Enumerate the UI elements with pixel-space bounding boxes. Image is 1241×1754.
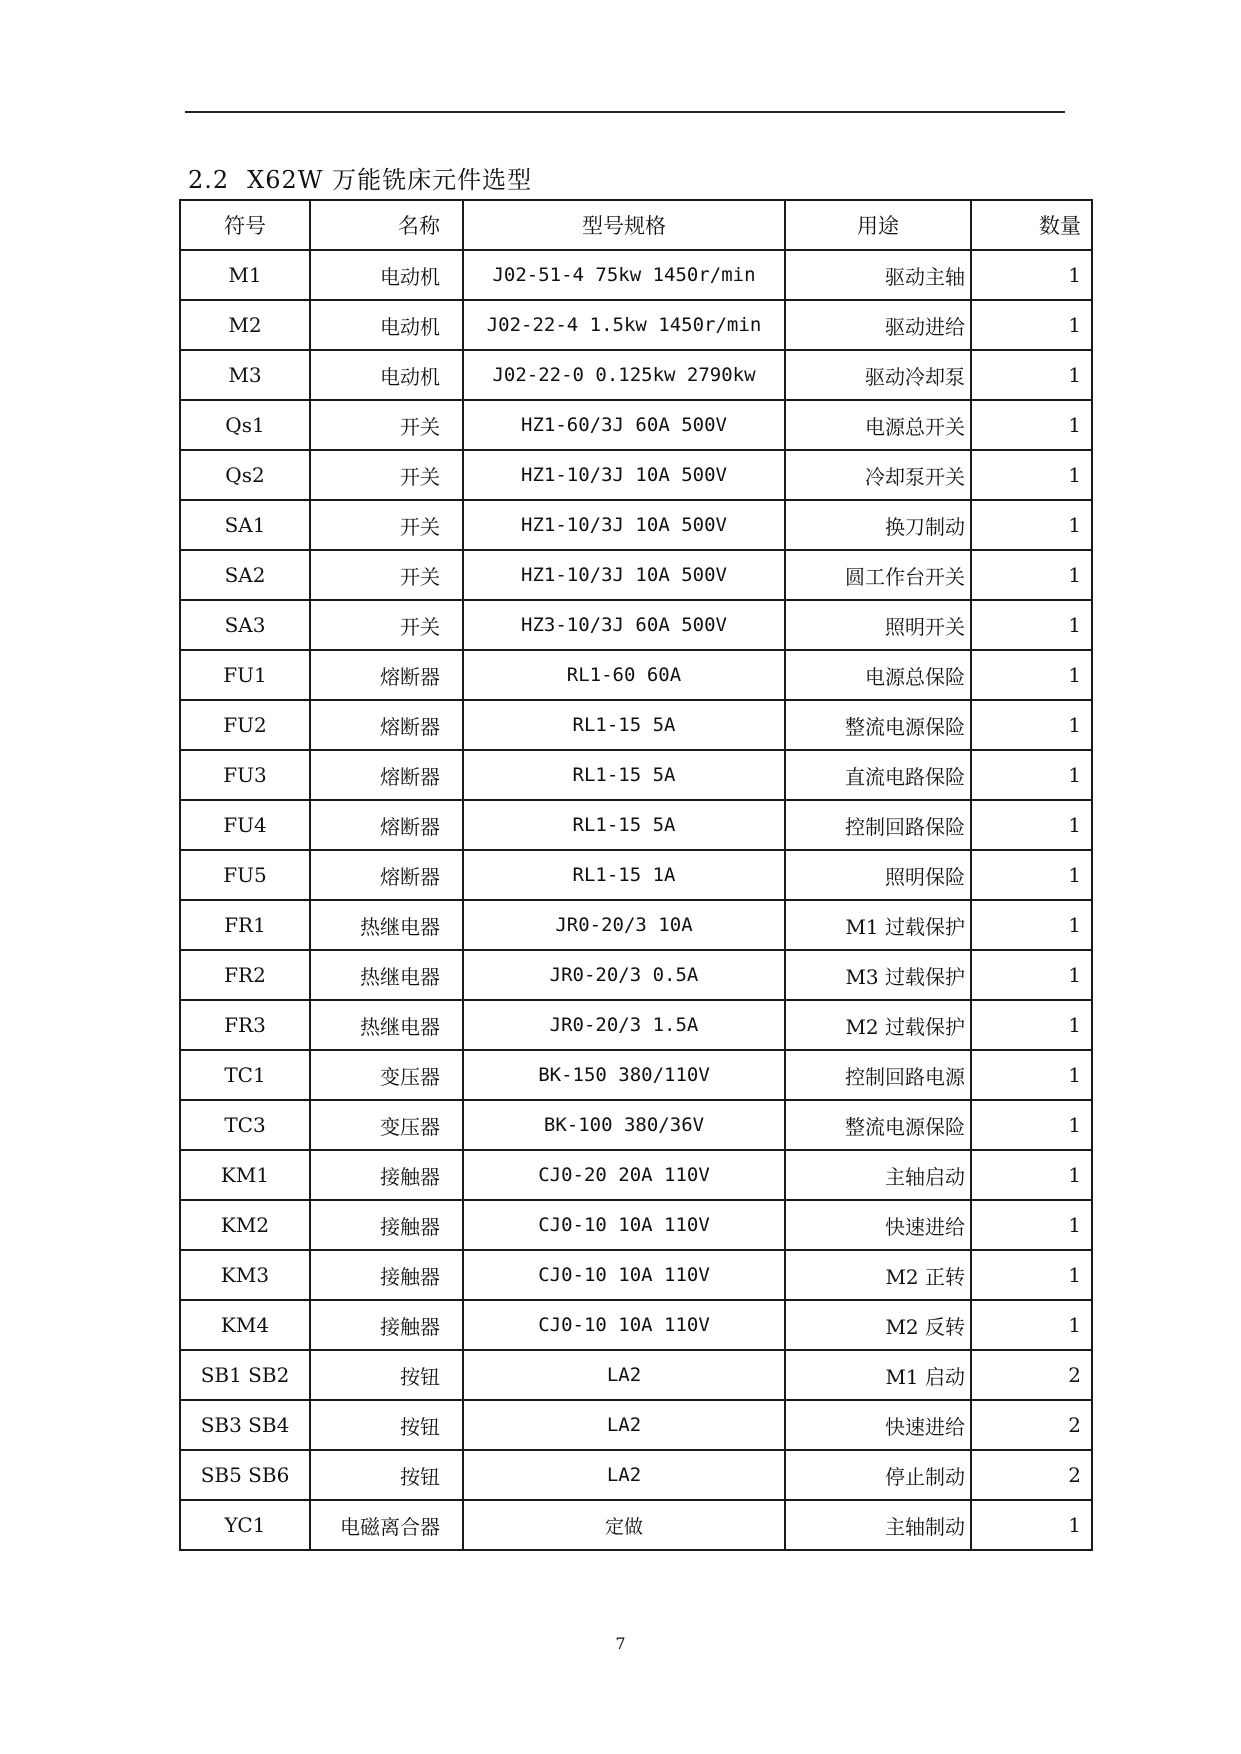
cell-model-spec: J02-22-4 1.5kw 1450r/min (463, 300, 785, 350)
section-title-text: X62W 万能铣床元件选型 (247, 166, 533, 194)
cell-purpose: 驱动主轴 (785, 250, 971, 300)
header-rule (185, 111, 1065, 113)
cell-symbol: FU2 (180, 700, 310, 750)
cell-quantity: 1 (971, 400, 1092, 450)
cell-symbol: SA3 (180, 600, 310, 650)
cell-quantity: 1 (971, 1200, 1092, 1250)
table-row (180, 450, 1092, 500)
cell-purpose: 驱动冷却泵 (785, 350, 971, 400)
cell-quantity: 1 (971, 450, 1092, 500)
cell-quantity: 2 (971, 1450, 1092, 1500)
cell-purpose: 驱动进给 (785, 300, 971, 350)
table-row (180, 600, 1092, 650)
cell-quantity: 1 (971, 850, 1092, 900)
table-row (180, 1200, 1092, 1250)
cell-name: 接触器 (310, 1150, 463, 1200)
table-row (180, 350, 1092, 400)
cell-name: 接触器 (310, 1250, 463, 1300)
cell-symbol: YC1 (180, 1500, 310, 1550)
cell-symbol: TC1 (180, 1050, 310, 1100)
table-row (180, 250, 1092, 300)
cell-name: 开关 (310, 400, 463, 450)
cell-name: 接触器 (310, 1300, 463, 1350)
table-row (180, 1150, 1092, 1200)
cell-model-spec: HZ1-10/3J 10A 500V (463, 500, 785, 550)
cell-quantity: 1 (971, 1250, 1092, 1300)
cell-model-spec: HZ1-10/3J 10A 500V (463, 450, 785, 500)
cell-symbol: Qs1 (180, 400, 310, 450)
cell-symbol: SA2 (180, 550, 310, 600)
cell-purpose: 控制回路保险 (785, 800, 971, 850)
header-model-spec: 型号规格 (463, 200, 785, 250)
cell-name: 按钮 (310, 1400, 463, 1450)
cell-quantity: 1 (971, 950, 1092, 1000)
cell-quantity: 2 (971, 1350, 1092, 1400)
cell-quantity: 1 (971, 550, 1092, 600)
cell-model-spec: BK-150 380/110V (463, 1050, 785, 1100)
cell-name: 电动机 (310, 350, 463, 400)
cell-name: 热继电器 (310, 1000, 463, 1050)
cell-model-spec: CJ0-10 10A 110V (463, 1200, 785, 1250)
cell-name: 开关 (310, 450, 463, 500)
cell-model-spec: JR0-20/3 10A (463, 900, 785, 950)
page-number: 7 (615, 1634, 626, 1653)
cell-symbol: FU3 (180, 750, 310, 800)
cell-quantity: 1 (971, 250, 1092, 300)
table-row (180, 1450, 1092, 1500)
cell-model-spec: RL1-15 1A (463, 850, 785, 900)
cell-quantity: 2 (971, 1400, 1092, 1450)
section-number: 2.2 (188, 166, 230, 194)
table-row (180, 1100, 1092, 1150)
cell-purpose: 照明开关 (785, 600, 971, 650)
cell-purpose: M3 过载保护 (785, 950, 971, 1000)
table-row (180, 800, 1092, 850)
cell-model-spec: BK-100 380/36V (463, 1100, 785, 1150)
cell-purpose: 停止制动 (785, 1450, 971, 1500)
cell-purpose: 整流电源保险 (785, 700, 971, 750)
cell-symbol: KM1 (180, 1150, 310, 1200)
cell-name: 电动机 (310, 300, 463, 350)
cell-model-spec: HZ1-60/3J 60A 500V (463, 400, 785, 450)
table-row (180, 950, 1092, 1000)
cell-quantity: 1 (971, 350, 1092, 400)
cell-symbol: TC3 (180, 1100, 310, 1150)
table-row (180, 1400, 1092, 1450)
cell-symbol: SA1 (180, 500, 310, 550)
cell-name: 熔断器 (310, 850, 463, 900)
cell-purpose: 主轴制动 (785, 1500, 971, 1550)
cell-purpose: 快速进给 (785, 1200, 971, 1250)
table-row (180, 400, 1092, 450)
table-row (180, 1350, 1092, 1400)
cell-model-spec: LA2 (463, 1350, 785, 1400)
cell-purpose: 圆工作台开关 (785, 550, 971, 600)
table-row (180, 700, 1092, 750)
header-name: 名称 (310, 200, 463, 250)
cell-quantity: 1 (971, 1000, 1092, 1050)
cell-name: 热继电器 (310, 900, 463, 950)
cell-symbol: M3 (180, 350, 310, 400)
table-row (180, 1250, 1092, 1300)
table-body (180, 250, 1092, 1550)
cell-purpose: 照明保险 (785, 850, 971, 900)
component-selection-table (179, 199, 1093, 1551)
cell-symbol: KM4 (180, 1300, 310, 1350)
cell-purpose: 控制回路电源 (785, 1050, 971, 1100)
cell-quantity: 1 (971, 600, 1092, 650)
cell-quantity: 1 (971, 900, 1092, 950)
cell-name: 熔断器 (310, 800, 463, 850)
cell-name: 熔断器 (310, 750, 463, 800)
cell-purpose: 直流电路保险 (785, 750, 971, 800)
cell-name: 开关 (310, 500, 463, 550)
cell-quantity: 1 (971, 300, 1092, 350)
cell-purpose: M1 启动 (785, 1350, 971, 1400)
cell-model-spec: 定做 (463, 1500, 785, 1550)
table-row (180, 650, 1092, 700)
table-row (180, 1000, 1092, 1050)
cell-quantity: 1 (971, 700, 1092, 750)
cell-quantity: 1 (971, 1150, 1092, 1200)
cell-symbol: M2 (180, 300, 310, 350)
cell-model-spec: J02-51-4 75kw 1450r/min (463, 250, 785, 300)
header-purpose: 用途 (785, 200, 971, 250)
cell-model-spec: CJ0-10 10A 110V (463, 1250, 785, 1300)
section-heading (188, 160, 532, 195)
cell-model-spec: LA2 (463, 1400, 785, 1450)
cell-name: 电磁离合器 (310, 1500, 463, 1550)
cell-symbol: FU4 (180, 800, 310, 850)
table-row (180, 1300, 1092, 1350)
cell-symbol: FR3 (180, 1000, 310, 1050)
cell-symbol: FR2 (180, 950, 310, 1000)
cell-purpose: M1 过载保护 (785, 900, 971, 950)
cell-quantity: 1 (971, 1100, 1092, 1150)
cell-symbol: FU5 (180, 850, 310, 900)
cell-name: 变压器 (310, 1100, 463, 1150)
cell-symbol: Qs2 (180, 450, 310, 500)
cell-model-spec: CJ0-10 10A 110V (463, 1300, 785, 1350)
cell-quantity: 1 (971, 650, 1092, 700)
cell-quantity: 1 (971, 800, 1092, 850)
cell-name: 开关 (310, 600, 463, 650)
cell-symbol: SB5 SB6 (180, 1450, 310, 1500)
header-quantity: 数量 (971, 200, 1092, 250)
table-row (180, 550, 1092, 600)
cell-symbol: KM2 (180, 1200, 310, 1250)
cell-purpose: 快速进给 (785, 1400, 971, 1450)
cell-model-spec: JR0-20/3 0.5A (463, 950, 785, 1000)
cell-purpose: M2 反转 (785, 1300, 971, 1350)
cell-purpose: 换刀制动 (785, 500, 971, 550)
cell-symbol: SB1 SB2 (180, 1350, 310, 1400)
cell-name: 按钮 (310, 1450, 463, 1500)
cell-name: 按钮 (310, 1350, 463, 1400)
cell-symbol: KM3 (180, 1250, 310, 1300)
cell-quantity: 1 (971, 750, 1092, 800)
cell-name: 熔断器 (310, 650, 463, 700)
header-symbol: 符号 (180, 200, 310, 250)
cell-purpose: 主轴启动 (785, 1150, 971, 1200)
cell-symbol: FR1 (180, 900, 310, 950)
table-row (180, 300, 1092, 350)
cell-name: 变压器 (310, 1050, 463, 1100)
cell-name: 电动机 (310, 250, 463, 300)
cell-quantity: 1 (971, 1300, 1092, 1350)
cell-quantity: 1 (971, 1500, 1092, 1550)
cell-model-spec: HZ1-10/3J 10A 500V (463, 550, 785, 600)
cell-model-spec: RL1-15 5A (463, 700, 785, 750)
cell-quantity: 1 (971, 1050, 1092, 1100)
cell-symbol: M1 (180, 250, 310, 300)
cell-model-spec: CJ0-20 20A 110V (463, 1150, 785, 1200)
table-header-row (180, 200, 1092, 250)
cell-name: 熔断器 (310, 700, 463, 750)
cell-purpose: 冷却泵开关 (785, 450, 971, 500)
cell-model-spec: J02-22-0 0.125kw 2790kw (463, 350, 785, 400)
cell-purpose: 电源总保险 (785, 650, 971, 700)
cell-name: 接触器 (310, 1200, 463, 1250)
cell-purpose: 整流电源保险 (785, 1100, 971, 1150)
cell-purpose: M2 过载保护 (785, 1000, 971, 1050)
cell-model-spec: RL1-15 5A (463, 750, 785, 800)
cell-purpose: M2 正转 (785, 1250, 971, 1300)
table-row (180, 900, 1092, 950)
cell-name: 开关 (310, 550, 463, 600)
cell-model-spec: LA2 (463, 1450, 785, 1500)
table-row (180, 1050, 1092, 1100)
table-row (180, 850, 1092, 900)
cell-symbol: SB3 SB4 (180, 1400, 310, 1450)
cell-model-spec: JR0-20/3 1.5A (463, 1000, 785, 1050)
cell-model-spec: RL1-60 60A (463, 650, 785, 700)
table-row (180, 750, 1092, 800)
cell-symbol: FU1 (180, 650, 310, 700)
table-row (180, 1500, 1092, 1550)
cell-purpose: 电源总开关 (785, 400, 971, 450)
cell-name: 热继电器 (310, 950, 463, 1000)
table-row (180, 500, 1092, 550)
cell-quantity: 1 (971, 500, 1092, 550)
cell-model-spec: HZ3-10/3J 60A 500V (463, 600, 785, 650)
cell-model-spec: RL1-15 5A (463, 800, 785, 850)
